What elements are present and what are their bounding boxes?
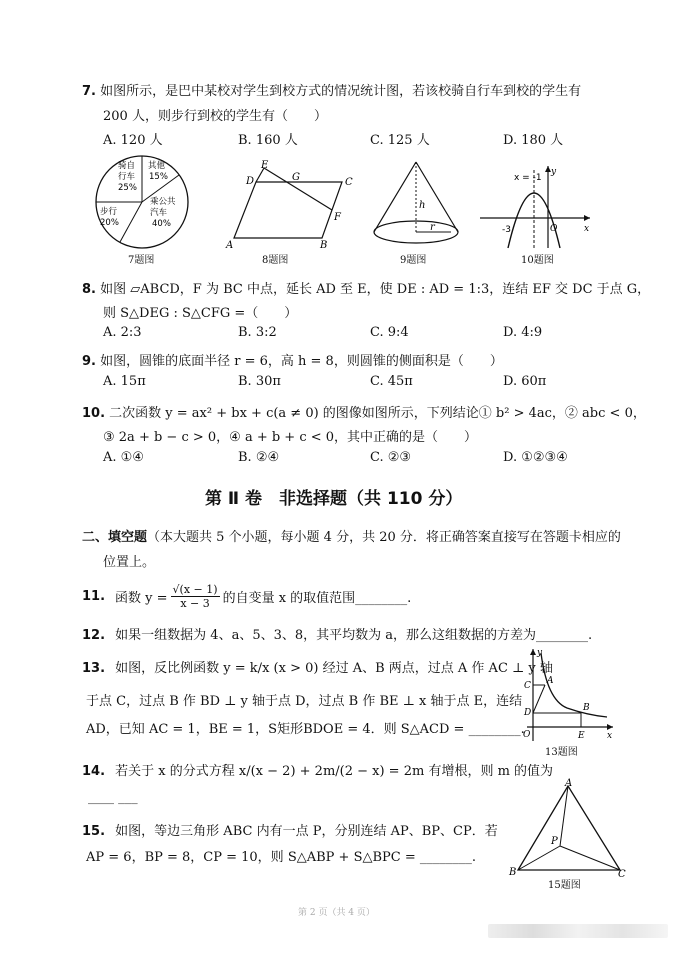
label-f: F [334,212,341,223]
q13-caption: 13题图 [545,747,578,758]
q12-number: 12. [82,628,106,643]
section2-line1 [82,526,621,545]
q14-text: 若关于 x 的分式方程 x/(x − 2) + 2m/(2 − x) = 2m 有增根，则 m 的值为 [115,764,554,779]
q11-numerator: √(x − 1) [172,583,218,596]
pie-label-other: 其他 [148,161,166,171]
q11-pre: 函数 y = [115,591,168,606]
q11-denominator: x − 3 [180,597,210,610]
q10-text: 二次函数 y = ax² + bx + c(a ≠ 0) 的图像如图所示，下列结论① b² > 4ac，② abc < 0， [109,406,646,421]
q15-figure [508,778,628,878]
q15-line1 [82,820,498,839]
q8-option-b[interactable]: B. 3:2 [238,325,277,340]
parallelogram-figure [224,160,359,252]
parabola-caption: 10题图 [521,255,554,266]
q9-option-a[interactable]: A. 15π [103,374,146,389]
q9-option-c[interactable]: C. 45π [370,374,413,389]
q11-line [82,583,411,610]
q10-line1 [82,402,646,421]
q13-o-label: O [523,730,531,740]
label-g: G [292,172,300,183]
q9-text: 如图，圆锥的底面半径 r = 6，高 h = 8，则圆锥的侧面积是（ ） [100,354,503,369]
label-e: E [261,160,269,171]
q7-text: 如图所示，是巴中某校对学生到校方式的情况统计图，若该校骑自行车到校的学生有 [100,84,582,99]
pie-chart-figure [92,152,197,252]
q8-option-a[interactable]: A. 2:3 [103,325,142,340]
q13-line3: AD，已知 AC = 1，BE = 1，S矩形BDOE = 4．则 S△ACD = ________. [86,722,525,737]
pie-label-bus-2: 汽车 [150,208,168,218]
q14-line1 [82,760,553,779]
q7-number: 7. [82,84,96,99]
q9-option-b[interactable]: B. 30π [238,374,281,389]
q10-option-b[interactable]: B. ②④ [238,450,280,465]
q7-option-a[interactable]: A. 120 人 [103,133,163,148]
q8-option-d[interactable]: D. 4:9 [503,325,543,340]
q10-number: 10. [82,406,106,421]
q14-number: 14. [82,764,106,779]
pie-label-walk-pct: 20% [100,218,119,228]
q13-y-label: y [537,648,543,658]
part2-title: 第 Ⅱ 卷 非选择题（共 110 分） [205,489,463,509]
q9-number: 9. [82,354,96,369]
parabola-x-label: x [584,224,590,234]
q15-line2: AP = 6，BP = 8，CP = 10，则 S△ABP + S△BPC = ________. [86,850,477,865]
q13-e-label: E [578,731,585,741]
pie-label-other-pct: 15% [149,172,168,182]
cone-figure [366,156,466,252]
q15-b-label: B [509,867,517,878]
q13-c-label: C [524,681,531,691]
cone-h-label: h [419,200,426,211]
q9-line1 [82,350,503,369]
label-c: C [345,177,353,188]
q15-caption: 15题图 [548,880,581,891]
parabola-minus3-label: -3 [502,225,511,235]
q9-option-d[interactable]: D. 60π [503,374,547,389]
q7-option-c[interactable]: C. 125 人 [370,133,430,148]
q7-option-b[interactable]: B. 160 人 [238,133,298,148]
pie-label-bus-pct: 40% [152,219,171,229]
q8-line1 [82,278,650,297]
cone-caption: 9题图 [400,255,427,266]
q15-a-label: A [565,778,573,789]
pie-label-bus-1: 乘公共 [150,197,176,207]
q13-x-label: x [607,731,613,741]
section2-line2: 位置上。 [103,555,156,570]
q15-text1: 如图，等边三角形 ABC 内有一点 P，分别连结 AP、BP、CP．若 [115,824,498,839]
parabola-axis-label: x = -1 [514,173,542,183]
q15-number: 15. [82,824,106,839]
q11-post: 的自变量 x 的取值范围________. [222,591,412,606]
q13-d-label: D [524,708,532,718]
q14-line2: ____ ___ [88,790,138,805]
label-a: A [226,240,234,251]
q8-line2: 则 S△DEG : S△CFG =（ ） [103,306,298,321]
q7-line1 [82,80,581,99]
q13-line2: 于点 C，过点 B 作 BD ⊥ y 轴于点 D，过点 B 作 BE ⊥ x 轴于点 E，连结 [86,694,523,709]
page-footer: 第 2 页（共 4 页） [298,908,375,918]
q8-number: 8. [82,282,96,297]
q10-option-d[interactable]: D. ①②③④ [503,450,568,465]
q13-number: 13. [82,661,106,676]
q8-text: 如图 ▱ABCD，F 为 BC 中点，延长 AD 至 E，使 DE : AD = 1:3，连结 EF 交 DC 于点 G， [100,282,651,297]
q12-text: 如果一组数据为 4、a、5、3、8，其平均数为 a，那么这组数据的方差为________. [115,628,593,643]
q13-line1 [82,657,553,676]
pie-label-bike-pct: 25% [118,183,137,193]
q13-text1: 如图，反比例函数 y = k/x (x > 0) 经过 A、B 两点，过点 A 作 AC ⊥ y 轴 [115,661,553,676]
q13-figure [507,645,617,745]
cone-r-label: r [430,222,435,233]
q8-option-c[interactable]: C. 9:4 [370,325,409,340]
q7-option-d[interactable]: D. 180 人 [503,133,564,148]
q12-line [82,624,592,643]
q7-line2: 200 人，则步行到校的学生有（ ） [103,109,327,124]
q13-b-label: B [583,703,590,713]
q10-option-c[interactable]: C. ②③ [370,450,412,465]
q15-c-label: C [618,869,626,878]
label-b: B [320,240,328,251]
pie-caption: 7题图 [128,255,155,266]
parabola-figure [478,160,598,252]
pie-label-walk: 步行 [100,207,118,217]
label-d: D [246,176,255,187]
q11-number: 11. [82,589,106,604]
pie-label-bike-1: 骑自 [118,161,136,171]
section2-label: 二、填空题 [82,530,148,545]
q11-fraction [171,583,220,610]
parabola-origin-label: O [550,224,558,234]
parabola-y-label: y [551,167,557,177]
watermark-blur [488,924,668,938]
q13-a-label: A [547,676,554,686]
section2-text: （本大题共 5 个小题，每小题 4 分，共 20 分．将正确答案直接写在答题卡相应的 [147,530,621,545]
q10-option-a[interactable]: A. ①④ [103,450,144,465]
pie-label-bike-2: 行车 [118,172,136,182]
q10-line2: ③ 2a + b − c > 0，④ a + b + c < 0，其中正确的是（ ） [103,430,478,445]
q15-p-label: P [551,836,558,847]
parallelogram-caption: 8题图 [262,255,289,266]
